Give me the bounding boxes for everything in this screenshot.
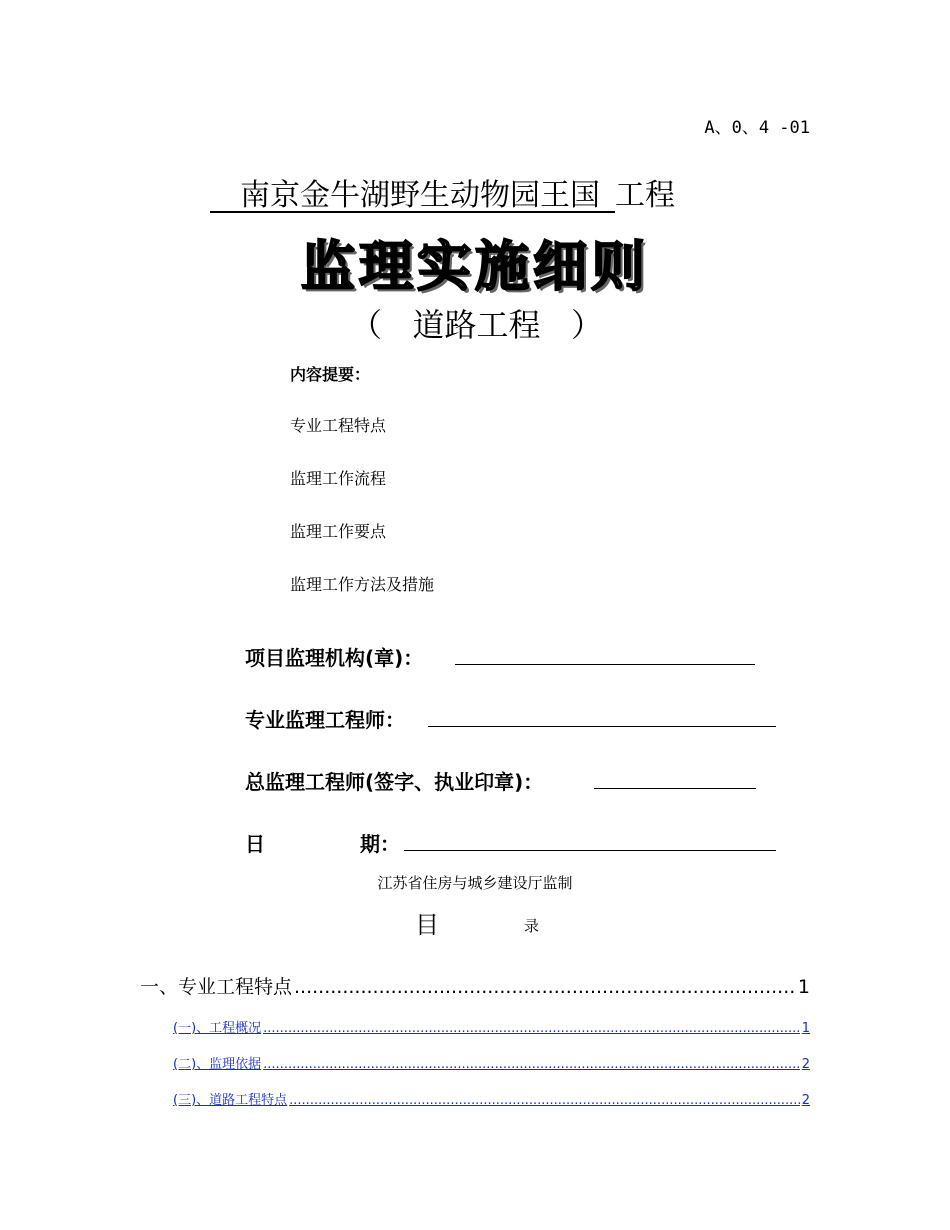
specialist-engineer-label: 专业监理工程师： — [245, 708, 405, 732]
document-code: A、0、4 -01 — [704, 118, 810, 138]
chief-engineer-label: 总监理工程师(签字、执业印章)： — [245, 770, 544, 794]
date-label-a: 日 — [245, 832, 265, 856]
specialist-engineer-field[interactable] — [428, 726, 776, 727]
toc-leader-dots — [263, 1021, 800, 1036]
toc-leader-dots — [294, 976, 796, 998]
toc-entry-page: 1 — [797, 976, 810, 998]
document-subtitle: （ 道路工程 ） — [350, 306, 604, 344]
summary-item: 监理工作流程 — [290, 469, 387, 488]
toc-entry-text: (一)、工程概况 — [173, 1021, 262, 1036]
toc-link[interactable] — [173, 1089, 810, 1108]
summary-item: 专业工程特点 — [290, 416, 387, 435]
toc-leader-dots — [263, 1057, 800, 1072]
summary-item: 监理工作要点 — [290, 522, 387, 541]
chief-engineer-field[interactable] — [594, 788, 756, 789]
toc-entry-page: 1 — [801, 1021, 810, 1036]
toc-title-b: 录 — [524, 917, 540, 935]
supervision-org-field[interactable] — [455, 664, 755, 665]
toc-entry-text: 一、专业工程特点 — [140, 976, 293, 998]
project-name-line — [210, 170, 675, 214]
summary-item: 监理工作方法及措施 — [290, 575, 435, 594]
toc-title-a: 目 — [415, 911, 439, 939]
project-suffix: 工程 — [615, 178, 675, 213]
toc-link[interactable] — [173, 1053, 810, 1072]
document-title: 监理实施细则 — [301, 235, 649, 298]
supervision-org-label: 项目监理机构(章)： — [245, 646, 424, 670]
toc-leader-dots — [289, 1093, 800, 1108]
toc-entry-page: 2 — [801, 1093, 810, 1108]
summary-label: 内容提要： — [290, 365, 371, 384]
toc-entry[interactable] — [140, 972, 810, 999]
issuing-authority: 江苏省住房与城乡建设厅监制 — [377, 874, 573, 892]
date-field[interactable] — [404, 850, 776, 851]
date-label-b: 期： — [360, 832, 400, 856]
toc-entry-text: (二)、监理依据 — [173, 1057, 262, 1072]
toc-link[interactable] — [173, 1017, 810, 1036]
toc-entry-page: 2 — [801, 1057, 810, 1072]
toc-entry-text: (三)、道路工程特点 — [173, 1093, 288, 1108]
project-name: 南京金牛湖野生动物园王国 — [240, 178, 600, 213]
